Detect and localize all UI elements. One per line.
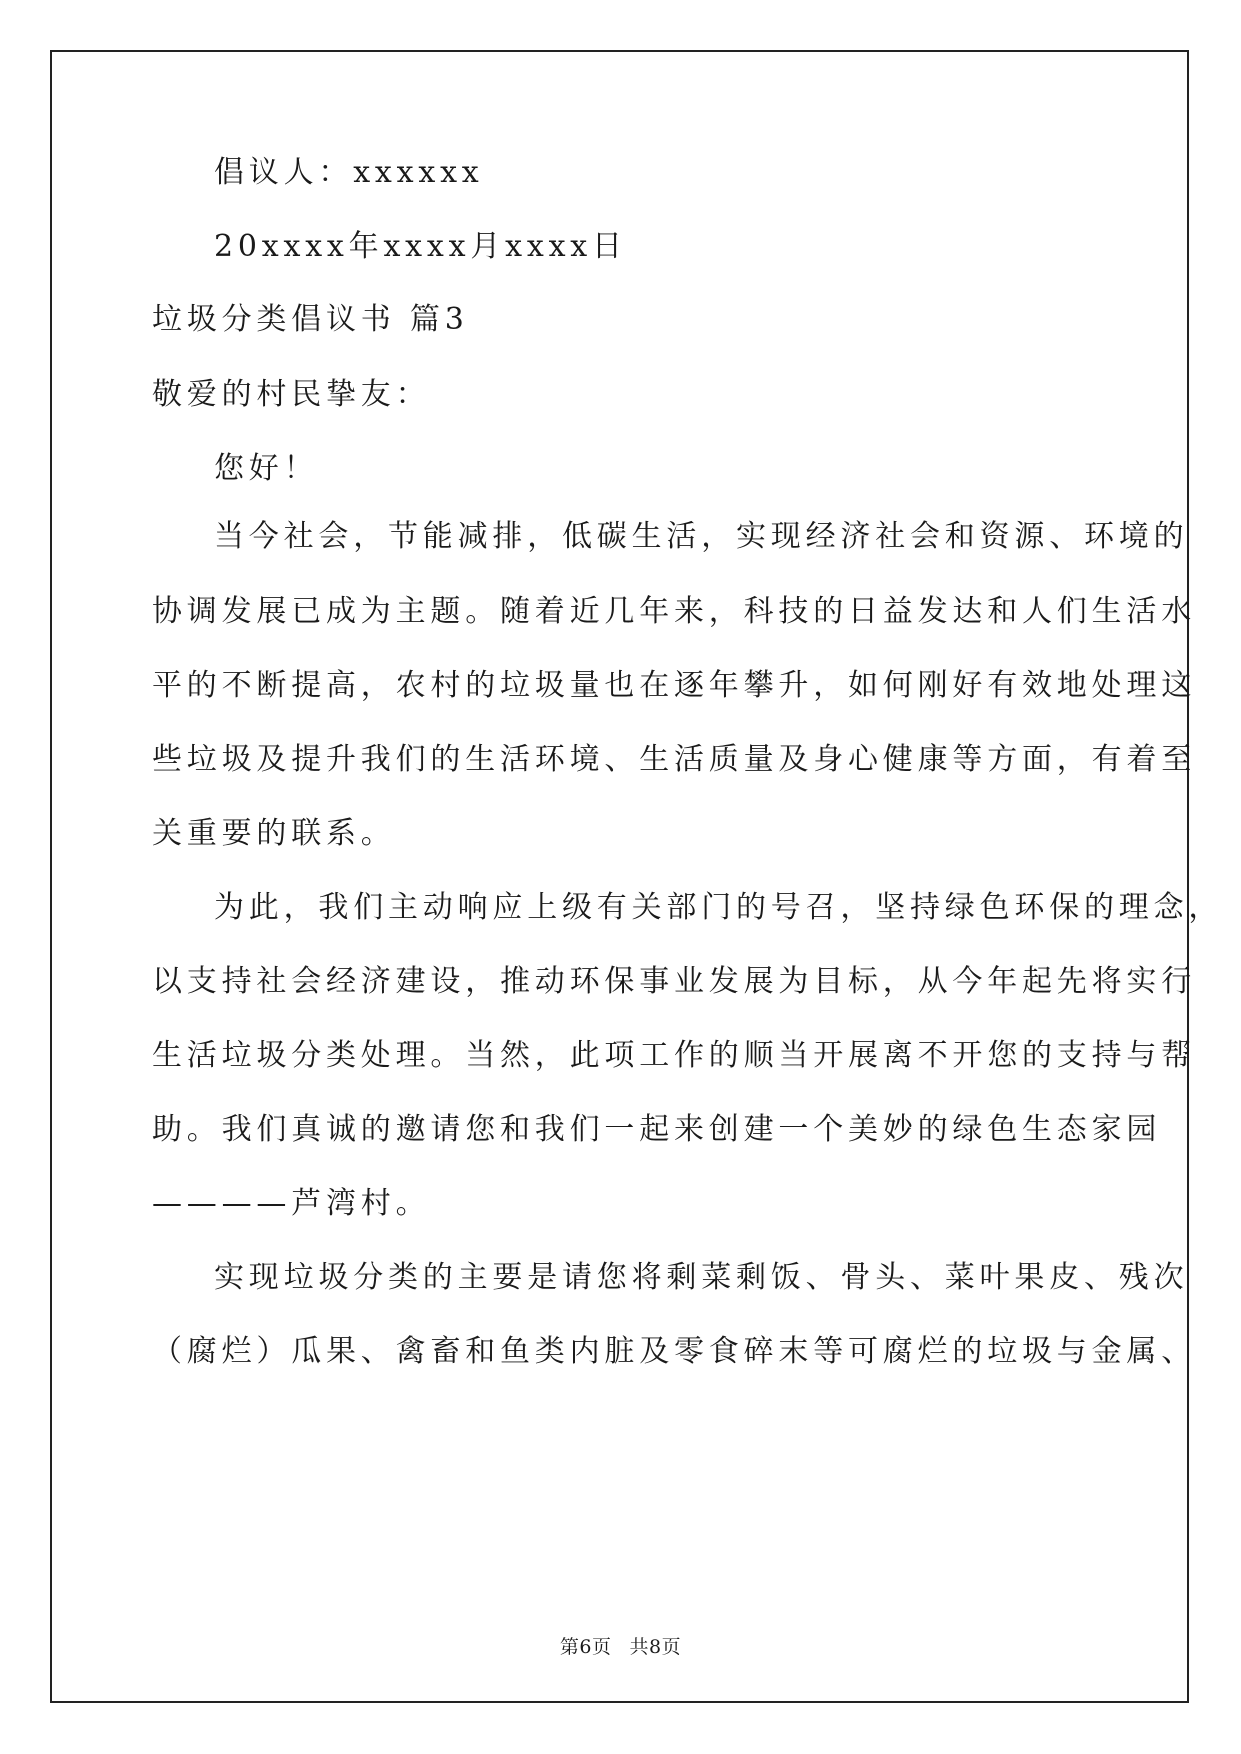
date-line: 20xxxx年xxxx月xxxx日 (214, 229, 627, 264)
paragraph-2-line: 生活垃圾分类处理。当然，此项工作的顺当开展离不开您的支持与帮 (152, 1038, 1196, 1073)
paragraph-1-line: 关重要的联系。 (152, 816, 396, 851)
salutation: 敬爱的村民挚友： (152, 377, 431, 412)
paragraph-1-line: 当今社会，节能减排，低碳生活，实现经济社会和资源、环境的 (214, 519, 1189, 554)
page-border (50, 50, 1189, 1703)
paragraph-1-line: 协调发展已成为主题。随着近几年来，科技的日益发达和人们生活水 (152, 594, 1196, 629)
paragraph-1-line: 些垃圾及提升我们的生活环境、生活质量及身心健康等方面，有着至 (152, 742, 1196, 777)
paragraph-1-line: 平的不断提高，农村的垃圾量也在逐年攀升，如何刚好有效地处理这 (152, 668, 1196, 703)
page-current: 第6页 (559, 1636, 612, 1658)
paragraph-3-line: 实现垃圾分类的主要是请您将剩菜剩饭、骨头、菜叶果皮、残次 (214, 1260, 1189, 1295)
page-footer (0, 1632, 1241, 1659)
paragraph-2-line: 以支持社会经济建设，推动环保事业发展为目标，从今年起先将实行 (152, 964, 1196, 999)
paragraph-2-line: 助。我们真诚的邀请您和我们一起来创建一个美妙的绿色生态家园 (152, 1112, 1162, 1147)
paragraph-2-line: ————芦湾村。 (152, 1186, 431, 1221)
greeting: 您好！ (214, 451, 319, 486)
paragraph-2-line: 为此，我们主动响应上级有关部门的号召，坚持绿色环保的理念， (214, 890, 1224, 925)
section-heading: 垃圾分类倡议书 篇3 (152, 302, 469, 337)
paragraph-3-line: （腐烂）瓜果、禽畜和鱼类内脏及零食碎末等可腐烂的垃圾与金属、 (152, 1334, 1196, 1369)
proposer-line: 倡议人：xxxxxx (214, 155, 484, 190)
page-total: 共8页 (629, 1636, 682, 1658)
